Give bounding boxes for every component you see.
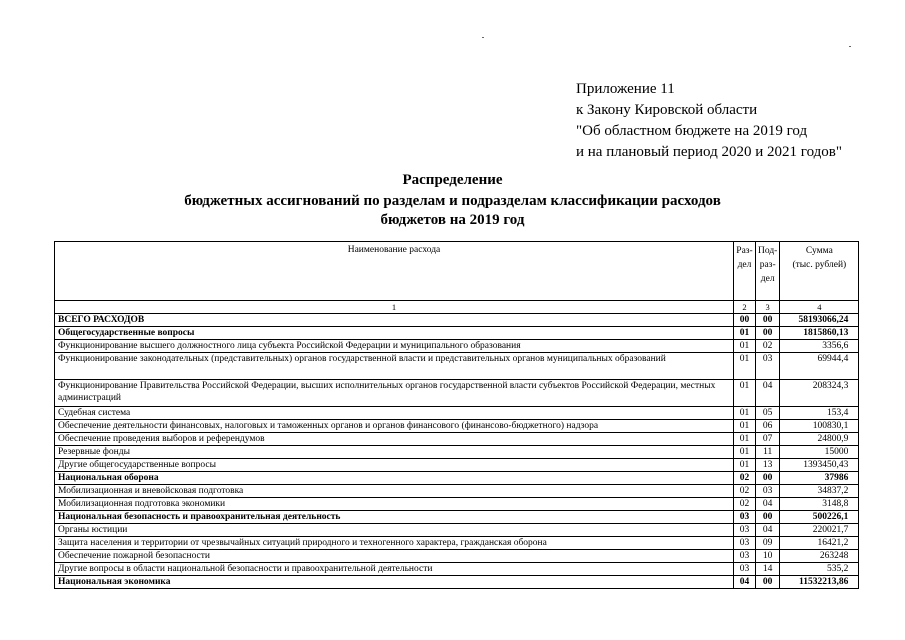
row-section: 01 <box>734 353 756 380</box>
row-name: Органы юстиции <box>55 524 734 537</box>
table-row <box>55 446 859 459</box>
table-row <box>55 407 859 420</box>
row-section: 01 <box>734 433 756 446</box>
appendix-header <box>576 79 842 163</box>
table-row <box>55 550 859 563</box>
table-row <box>55 314 859 327</box>
row-section: 00 <box>734 314 756 327</box>
document-subtitle: бюджетов на 2019 год <box>380 212 525 228</box>
row-name: Функционирование высшего должностного лица субъекта Российской Федерации и муниципального образования <box>55 340 734 353</box>
column-number: 3 <box>756 301 780 314</box>
row-amount: 153,4 <box>780 407 859 420</box>
header-subsection <box>756 242 780 301</box>
row-amount: 535,2 <box>780 563 859 576</box>
column-number: 4 <box>780 301 859 314</box>
appendix-line: Приложение 11 <box>576 81 675 97</box>
table-row <box>55 380 859 407</box>
row-subsection: 03 <box>756 485 780 498</box>
column-numbers-row <box>55 301 859 314</box>
row-section: 03 <box>734 563 756 576</box>
row-section: 04 <box>734 576 756 589</box>
row-section: 01 <box>734 340 756 353</box>
row-section: 03 <box>734 537 756 550</box>
row-subsection: 03 <box>756 353 780 380</box>
row-subsection: 00 <box>756 576 780 589</box>
table-row <box>55 459 859 472</box>
table-row <box>55 472 859 485</box>
header-section <box>734 242 756 301</box>
row-name: Мобилизационная и вневойсковая подготовка <box>55 485 734 498</box>
row-subsection: 04 <box>756 498 780 511</box>
header-amount-part: (тыс. рублей) <box>792 260 847 270</box>
row-section: 03 <box>734 511 756 524</box>
row-amount: 3148,8 <box>780 498 859 511</box>
table-row <box>55 420 859 433</box>
budget-table <box>54 241 859 589</box>
row-subsection: 02 <box>756 340 780 353</box>
column-number: 1 <box>55 301 734 314</box>
table-row <box>55 353 859 380</box>
row-section: 01 <box>734 380 756 407</box>
row-subsection: 04 <box>756 380 780 407</box>
row-amount: 15000 <box>780 446 859 459</box>
scan-speck <box>482 37 484 38</box>
row-name: Национальная безопасность и правоохранительная деятельность <box>55 511 734 524</box>
table-row <box>55 485 859 498</box>
row-amount: 16421,2 <box>780 537 859 550</box>
row-subsection: 00 <box>756 327 780 340</box>
row-name: Общегосударственные вопросы <box>55 327 734 340</box>
table-row <box>55 327 859 340</box>
row-section: 01 <box>734 446 756 459</box>
row-subsection: 00 <box>756 472 780 485</box>
row-amount: 100830,1 <box>780 420 859 433</box>
table-row <box>55 576 859 589</box>
table-row <box>55 511 859 524</box>
row-name: Резервные фонды <box>55 446 734 459</box>
row-name: Обеспечение пожарной безопасности <box>55 550 734 563</box>
row-name: Функционирование Правительства Российской Федерации, высших исполнительных органов государственной власти субъектов Российской Федерации, местных администраций <box>55 380 734 407</box>
row-name: Другие вопросы в области национальной безопасности и правоохранительной деятельности <box>55 563 734 576</box>
row-name: Мобилизационная подготовка экономики <box>55 498 734 511</box>
row-amount: 220021,7 <box>780 524 859 537</box>
row-amount: 34837,2 <box>780 485 859 498</box>
header-subsection-part: раз- <box>759 260 776 270</box>
header-subsection-part: Под- <box>758 246 778 256</box>
row-section: 03 <box>734 550 756 563</box>
row-subsection: 00 <box>756 314 780 327</box>
header-amount <box>780 242 859 301</box>
header-subsection-part: дел <box>760 274 775 284</box>
header-section-part: Раз- <box>736 246 753 256</box>
row-amount: 500226,1 <box>780 511 859 524</box>
document-subtitle: бюджетных ассигнований по разделам и подразделам классификации расходов <box>184 193 721 209</box>
document-title: Распределение <box>402 172 503 188</box>
row-section: 02 <box>734 485 756 498</box>
row-subsection: 05 <box>756 407 780 420</box>
row-amount: 263248 <box>780 550 859 563</box>
row-section: 02 <box>734 472 756 485</box>
column-number: 2 <box>734 301 756 314</box>
table-row <box>55 524 859 537</box>
table-row <box>55 433 859 446</box>
row-section: 01 <box>734 420 756 433</box>
row-amount: 37986 <box>780 472 859 485</box>
appendix-line: "Об областном бюджете на 2019 год <box>576 123 808 139</box>
row-name: Защита населения и территории от чрезвычайных ситуаций природного и техногенного характера, гражданская оборона <box>55 537 734 550</box>
row-amount: 1815860,13 <box>780 327 859 340</box>
header-amount-part: Сумма <box>805 246 833 256</box>
row-section: 01 <box>734 459 756 472</box>
row-subsection: 09 <box>756 537 780 550</box>
row-subsection: 14 <box>756 563 780 576</box>
row-subsection: 10 <box>756 550 780 563</box>
row-name: Обеспечение деятельности финансовых, налоговых и таможенных органов и органов финансового (финансово-бюджетного) надзора <box>55 420 734 433</box>
table-row <box>55 537 859 550</box>
row-amount: 58193066,24 <box>780 314 859 327</box>
row-amount: 24800,9 <box>780 433 859 446</box>
header-name: Наименование расхода <box>55 242 734 301</box>
row-subsection: 00 <box>756 511 780 524</box>
row-name: ВСЕГО РАСХОДОВ <box>55 314 734 327</box>
row-subsection: 04 <box>756 524 780 537</box>
row-section: 01 <box>734 407 756 420</box>
row-amount: 69944,4 <box>780 353 859 380</box>
header-section-part: дел <box>737 260 752 270</box>
table-row <box>55 563 859 576</box>
row-subsection: 11 <box>756 446 780 459</box>
row-amount: 11532213,86 <box>780 576 859 589</box>
row-section: 03 <box>734 524 756 537</box>
row-name: Другие общегосударственные вопросы <box>55 459 734 472</box>
row-name: Судебная система <box>55 407 734 420</box>
row-section: 02 <box>734 498 756 511</box>
table-header-row <box>55 242 859 301</box>
row-amount: 1393450,43 <box>780 459 859 472</box>
appendix-line: и на плановый период 2020 и 2021 годов" <box>576 144 842 160</box>
row-subsection: 06 <box>756 420 780 433</box>
row-section: 01 <box>734 327 756 340</box>
row-name: Обеспечение проведения выборов и референдумов <box>55 433 734 446</box>
table-row <box>55 340 859 353</box>
row-name: Национальная экономика <box>55 576 734 589</box>
scan-speck <box>849 46 851 47</box>
table-row <box>55 498 859 511</box>
appendix-line: к Закону Кировской области <box>576 102 758 118</box>
row-name: Функционирование законодательных (представительных) органов государственной власти и представительных органов муниципальных образований <box>55 353 734 380</box>
row-amount: 208324,3 <box>780 380 859 407</box>
row-name: Национальная оборона <box>55 472 734 485</box>
row-subsection: 13 <box>756 459 780 472</box>
row-subsection: 07 <box>756 433 780 446</box>
row-amount: 3356,6 <box>780 340 859 353</box>
budget-table-body <box>55 242 859 589</box>
